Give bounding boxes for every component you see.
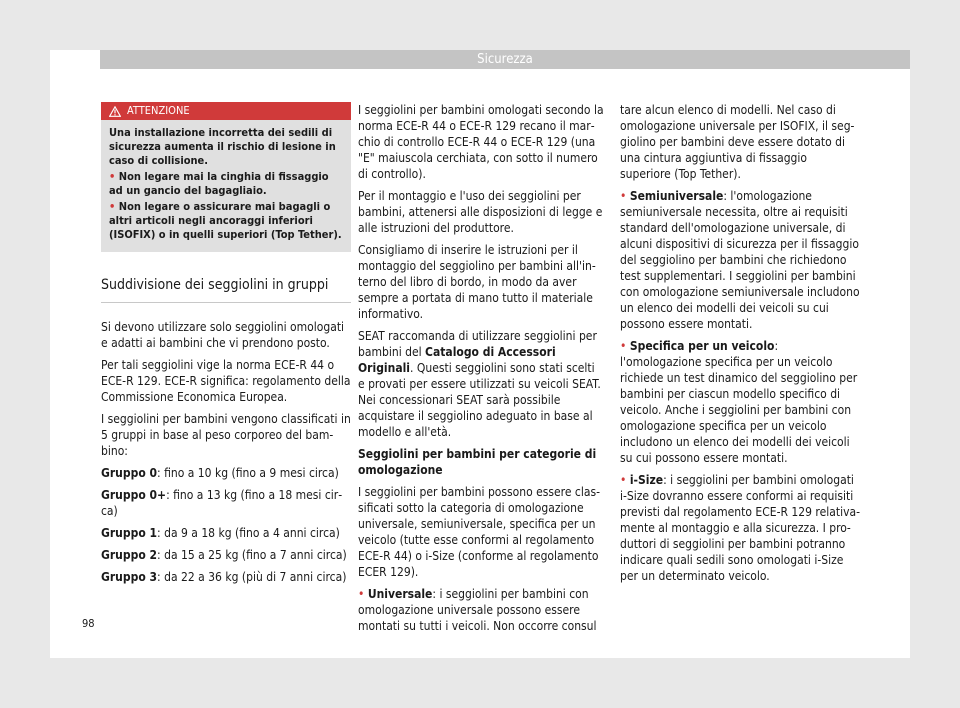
subsection-title: Seggiolini per bambini per categorie di omologazione [358,447,597,477]
group-item: Gruppo 3: da 22 a 36 kg (più di 7 anni circa) [101,570,347,584]
warning-header [101,102,351,120]
bullet-icon: • [620,473,627,487]
list-item: • i-Size: i seggiolini per bambini omologati i-Size dovranno essere conformi ai requisiti previsti dal regolamento ECE-R 129 relativamente al montaggio e alla sicurezza. I produttori di seggiolini per bambini potranno indicare quali sedili sono omologati i-Size per un determinato veicolo. [620,473,861,583]
warning-label: ATTENZIONE [127,104,190,117]
warning-box [101,102,351,252]
paragraph: Si devono utilizzare solo seggiolini omologati e adatti ai bambini che vi prendono posto. [101,320,345,350]
bullet-icon: • [109,170,116,183]
paragraph: SEAT raccomanda di utilizzare seggiolini per bambini del Catalogo di Accessori Originali. Questi seggiolini sono stati scelti e provati per essere utilizzati su veicoli SEAT. Nei concessionari SEAT sarà possibile acquistare il seggiolino adeguato in base al modello e all'età. [358,329,601,439]
warning-item: • Non legare mai la cinghia di fissaggio ad un gancio del bagagliaio. [109,170,329,197]
column-2 [358,102,604,640]
warning-item: • Non legare o assicurare mai bagagli o altri articoli negli ancoraggi inferiori (ISOFIX) o in quelli superiori (Top Tether). [109,200,342,241]
paragraph: Per il montaggio e l'uso dei seggiolini per bambini, attenersi alle disposizioni di legge e alle istruzioni del produttore. [358,189,603,235]
paragraph: Consigliamo di inserire le istruzioni per il montaggio del seggiolino per bambini all'interno del libro di bordo, in modo da aver sempre a portata di mano tutto il materiale informativo. [358,243,596,321]
warning-triangle-icon [109,106,121,117]
bullet-icon: • [620,339,627,353]
paragraph: Per tali seggiolini vige la norma ECE-R 44 o ECE-R 129. ECE-R significa: regolamento della Commissione Economica Europea. [101,358,351,404]
warning-body [101,120,351,242]
manual-page [50,50,910,658]
list-item: • Specifica per un veicolo: l'omologazione specifica per un veicolo richiede un test dinamico del seggiolino per bambini per ciascun modello specifico di veicolo. Anche i seggiolini per bambini con omologazione specifica per un veicolo includono un elenco dei modelli dei veicoli su cui possono essere montati. [620,339,858,465]
paragraph: tare alcun elenco di modelli. Nel caso di omologazione universale per ISOFIX, il seggiolino per bambini deve essere dotato di una cintura aggiuntiva di fissaggio superiore (Top Tether). [620,103,855,181]
bullet-icon: • [109,200,116,213]
bullet-icon: • [620,189,627,203]
list-item: • Semiuniversale: l'omologazione semiuniversale necessita, oltre ai requisiti standard dell'omologazione universale, di alcuni dispositivi di sicurezza per il fissaggio del seggiolino per bambini che richiedono test supplementari. I seggiolini per bambini con omologazione semiuniversale includono un elenco dei modelli dei veicoli su cui possono essere montati. [620,189,860,331]
header-title: Sicurezza [477,52,533,67]
warning-intro: Una installazione incorretta dei sedili di sicurezza aumenta il rischio di lesione in caso di collisione. [109,126,336,167]
bullet-icon: • [358,587,365,601]
column-1 [101,102,351,591]
column-3 [620,102,860,590]
paragraph: I seggiolini per bambini vengono classificati in 5 gruppi in base al peso corporeo del bambino: [101,412,351,458]
section-title: Suddivisione dei seggiolini in gruppi [101,276,351,303]
group-item: Gruppo 1: da 9 a 18 kg (fino a 4 anni circa) [101,526,340,540]
page-number: 98 [82,617,95,630]
paragraph: I seggiolini per bambini omologati secondo la norma ECE-R 44 o ECE-R 129 recano il marchio di controllo ECE-R 44 o ECE-R 129 (una "E" maiuscola cerchiata, con sotto il numero di controllo). [358,103,604,181]
group-item: Gruppo 0+: fino a 13 kg (fino a 18 mesi circa) [101,488,343,518]
group-item: Gruppo 2: da 15 a 25 kg (fino a 7 anni circa) [101,548,347,562]
group-item: Gruppo 0: fino a 10 kg (fino a 9 mesi circa) [101,466,339,480]
page-header [100,50,910,69]
list-item: • Universale: i seggiolini per bambini con omologazione universale possono essere montati su tutti i veicoli. Non occorre consul [358,587,597,633]
paragraph: I seggiolini per bambini possono essere classificati sotto la categoria di omologazione universale, semiuniversale, specifica per un veicolo (tutte esse conformi al regolamento ECE-R 44) o i-Size (conforme al regolamento ECER 129). [358,485,600,579]
